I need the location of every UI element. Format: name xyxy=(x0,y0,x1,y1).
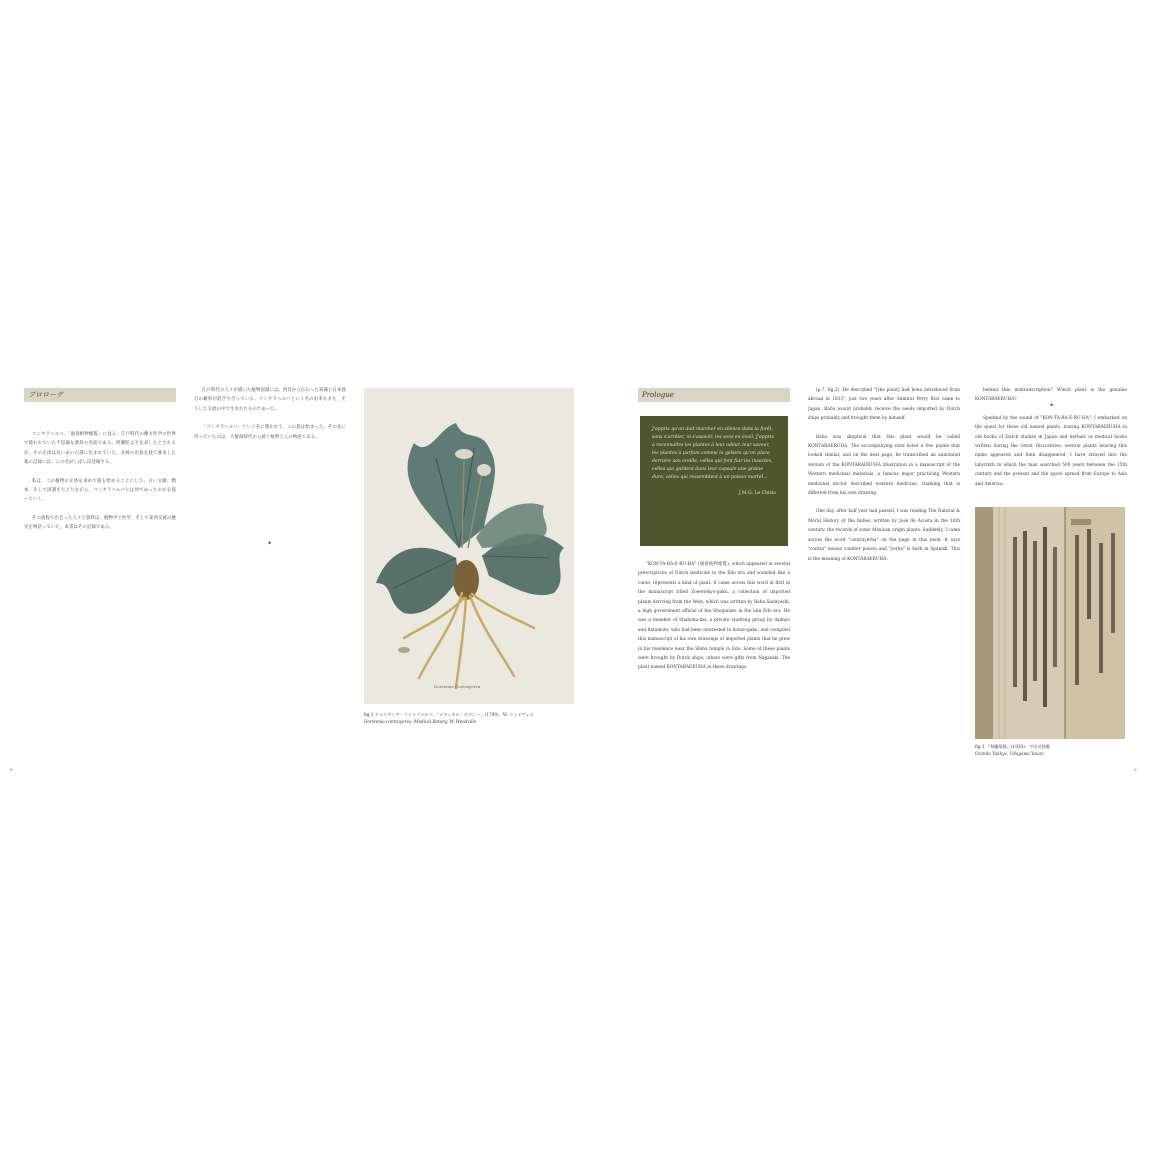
paragraph: "KON-TA-RA-E-RU-HA" (通俗植物総覧), which appeared in several prescriptions of Dutch medicine in the Edo era and sounded like a curse, represents a kind of plant. It came across this word at first in the manuscript titled Zoeeriekyo-gaku, a collection of imported plants deriving from the West, which was written by Baba Sadayoshi, a high government official of the Shogunate in the late Edo era. He was a member of Shaboku-kai, a private studying group by daimyo and hatamoto, who had been interested in honzo-gaku, and compiled this manuscript of his own drawings of imported plants that he grew in his residence near the Shiba temple in Edo. Some of these plants were brought by Dutch ships; others were gifts from Nagasaki. The plant named KONTARAERUHA in these drawings. xyxy=(638,562,790,671)
photo-caption xyxy=(975,744,1125,757)
epigraph-text: J'appris qu'on doit marcher en silence dans la forêt, sans s'arrêter, ni s'asseoir, les sens en éveil. J'appris à reconnaître les plantes à leur odeur, leur saveur, les plantes à parfum comme la gelsem qu'on place derrière son oreille, celles qui font fuir les insectes, celles qui gardent dans leur capsule une graine dure, celles qui ressemblent à un poison mortel... xyxy=(652,427,774,480)
epigraph-attribution: J.M.G. Le Clézio xyxy=(738,491,776,496)
plate-caption xyxy=(364,712,574,725)
paragraph: Sparked by the sound of "KON-TA-RA-E-RU-HA", I embarked on the quest for these old named plants, tracing KONTARAERUHA in old books of Dutch studies in Japan and herbals or medical books written during the Great Discoveries; several plants bearing this name appeared and then disappeared. I have strayed into the labyrinth in which the man searched 500 years between the 15th century and the present and the space spread from Europe to Asia and America. xyxy=(975,415,1127,487)
photo-caption-subtitle: Oranda Yakkyo, Udagawa Youan xyxy=(975,750,1044,756)
paragraph: コンタラヘルバ。「通俗植物総覧」に見る、江戸時代の蘭方医学の世界で使われていた不思議な薬草の名前である。阿蘭陀より伝来したとされるが、その正体は長いあいだ謎に包まれていた。長崎の出島を経て渡来した薬の記録には、この名がしばしば登場する。 xyxy=(24,432,176,466)
botanical-plate-illustration xyxy=(364,388,574,704)
paragraph: behind this mistranscription? Which plant is the genuine KONTARAERUHA? xyxy=(975,388,1127,403)
section-ornament: ✦ xyxy=(1049,402,1055,409)
photo-caption-text: fig.3 『和蘭薬鏡』(1820)、宇田川榕菴 xyxy=(975,744,1050,749)
paragraph: Baba was skeptical that this plant would be called KONTARAERUHA. The accompanying note listed a few plants that looked similar, and on the next page, he transcribed an annotated version of the KONTARAERUHA illustration in a manuscript of the Western medicinal materials, a famous major practicing Western medicinal doctor described western medicine, claiming that is different from his own drawing. xyxy=(808,434,960,497)
right-text-column-2 xyxy=(808,386,960,758)
paragraph: One day, after half year had passed, I was reading The Natural & Moral History of the Indies, written by José de Acosta in the 16th century, the records of some Mexican origin plants. Suddenly, I came across the word "contrayerba" on the page in this book. It says "contra" means counter poison and "yerba" is herb in Spanish. This is the meaning of KONTARAERUHA. xyxy=(808,509,960,562)
right-page xyxy=(575,0,1150,1150)
paragraph: 「コンタラヘルバ」という名に導かれて、この旅は始まった。その先に待っていたのは、大航海時代から続く植物と人の物語である。 xyxy=(194,425,346,440)
epigraph-quote-box xyxy=(640,416,788,546)
paragraph: 私は、この植物の正体を求めて旅を始めることにした。古い文献、標本、そして図譜をたどりながら、コンタラヘルバとは何であったのかを探っていく。 xyxy=(24,478,176,503)
left-text-column-1 xyxy=(24,430,176,750)
plant-drawing xyxy=(364,388,574,704)
right-section-header: Prologue xyxy=(638,388,790,402)
left-section-header: プロローグ xyxy=(24,388,176,402)
book-photo-drawing xyxy=(975,507,1125,739)
svg-text:Dorstenia Contrayerva: Dorstenia Contrayerva xyxy=(434,684,481,689)
right-text-column-1 xyxy=(638,560,790,760)
paragraph: 江戸時代の人々が描いた植物図譜には、西洋から伝わった知識と日本独自の観察が混ざり合っている。コンタラヘルバという名の由来もまた、そうした交流の中で生まれたものであった。 xyxy=(194,388,346,412)
plate-caption-subtitle: Dorstenia contrayerva, Medical Botany, W. Woodville xyxy=(364,718,477,724)
page-number-left: 8 xyxy=(10,767,13,772)
old-book-photograph xyxy=(975,507,1125,739)
left-text-column-2 xyxy=(194,386,346,636)
page-number-right: 9 xyxy=(1134,767,1137,772)
paragraph: その過程で出会った人々と資料は、植物学と医学、そして東西交流の歴史を物語っていた。本書はその記録である。 xyxy=(24,515,176,531)
plate-caption-text: fig.1 ドルステニア・コントラエルバ、「メディカル・ボタニー」(1790)、W. ウッドヴィル xyxy=(364,712,534,717)
section-ornament: ✦ xyxy=(267,540,273,547)
paragraph: (p.7, fig.2). He described "[the plant] had been introduced from abroad in 1833", just two years after Admiral Perry first came to Japan. Baba would probably receive the seeds imported by Dutch ships probably and brought them by himself. xyxy=(808,388,960,422)
